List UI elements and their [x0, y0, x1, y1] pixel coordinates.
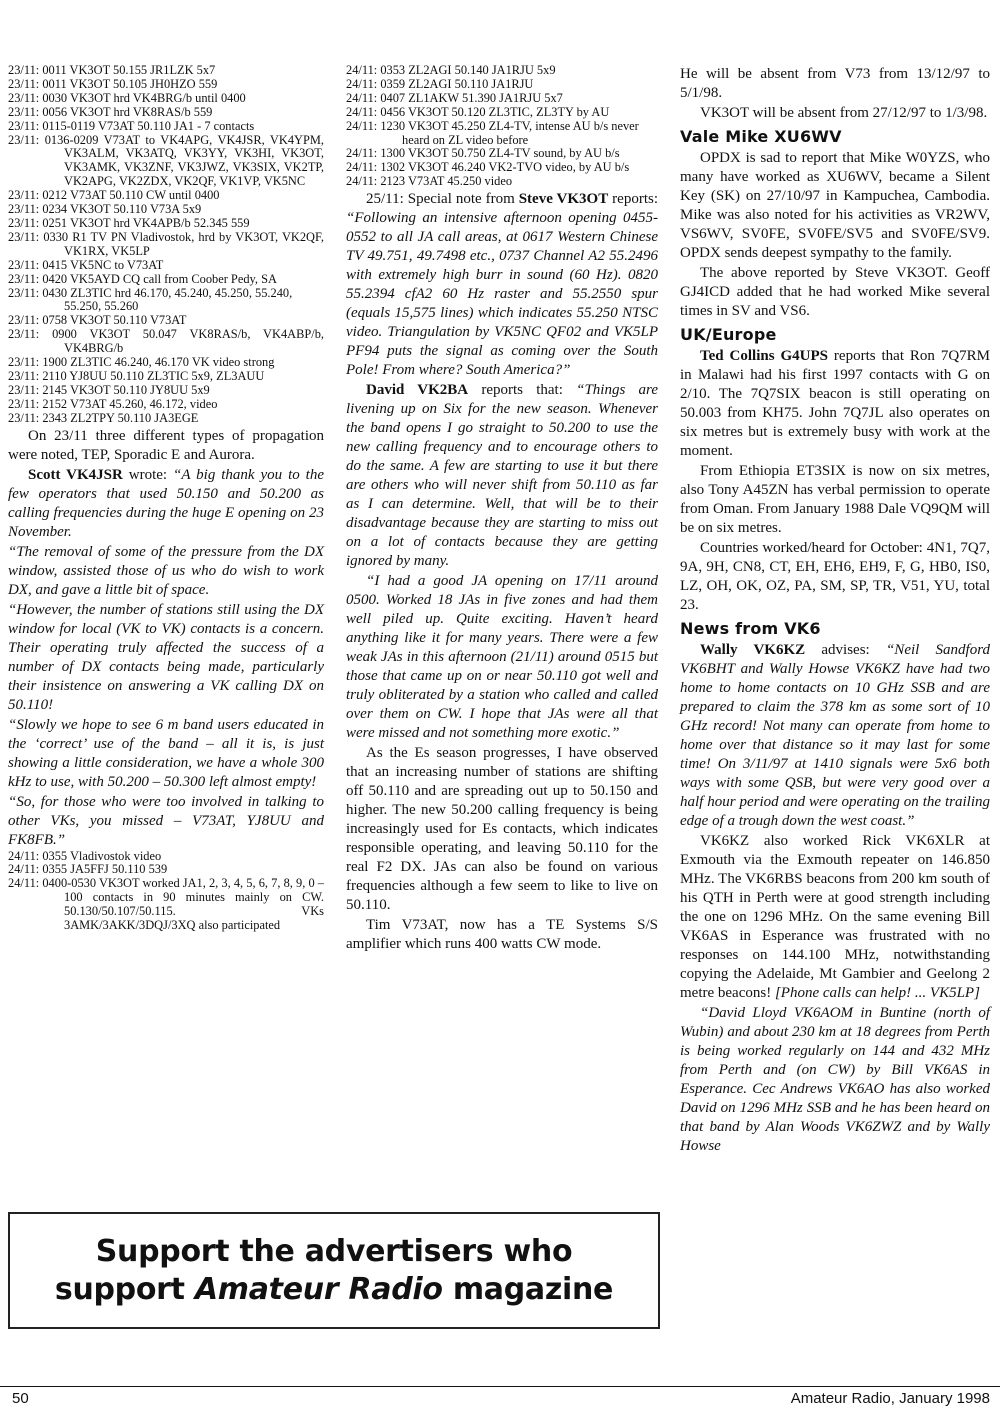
paragraph-david-vk2ba: David VK2BA reports that: “Things are livening up on Six for the new season. Whenever the band opens I go straight to 50.200 to use the new calling frequency and to encourage others to do the same. A few are starting to use it but there are others who will never shift from 50.110 as far as I can determine. Well, that will be to their disadvantage because they are starting to miss out on a lot of contacts because they are getting ignored by many. [346, 382, 658, 570]
magazine-name: Amateur Radio [194, 1271, 443, 1307]
log-entry: 23/11: 0011 VK3OT 50.105 JH0HZO 559 [8, 76, 218, 91]
log-entry: 24/11: 0355 JA5FFJ 50.110 539 [8, 862, 168, 877]
paragraph-quote: “So, for those who were too involved in talking to other VKs, you missed – V73AT, YJ8UU and FK8FB.” [8, 793, 324, 848]
log-entry: 24/11: 0355 Vladivostok video [8, 848, 162, 863]
log-entry: 23/11: 0212 V73AT 50.110 CW until 0400 [8, 188, 220, 203]
publication-info: Amateur Radio, January 1998 [790, 1390, 990, 1407]
paragraph-reported-by: The above reported by Steve VK3OT. Geoff GJ4ICD added that he had worked Mike several times in SV and VS6. [680, 265, 990, 319]
paragraph-steve-vk3ot: 25/11: Special note from Steve VK3OT reports: “Following an intensive afternoon opening 0455-0552 to all JA call areas, at 0617 Western Chinese TV 49.751, 49.7498 etc., 0737 Channel A2 55.2496 with extremely high burr in sound (60 Hz). 0820 55.2394 cfA2 60 Hz raster and 55.2550 spur (equals 15,575 lines) which indicates 55.250 NTSC video. Triangulation by VK5NC QF02 and VK5LP PF94 puts the signal as coming over the South Pole! From where? South America?” [346, 191, 659, 379]
log-entry: 23/11: 2152 V73AT 45.260, 46.172, video [8, 396, 218, 411]
column-1 [8, 64, 324, 933]
paragraph-vk6kz-exmouth: VK6KZ also worked Rick VK6XLR at Exmouth via the Exmouth repeater on 146.850 MHz. The VK6RBS beacons from 200 km south of his QTH in Perth were at good strength including the one on 1296 MHz. On the same evening Bill VK6AS in Esperance was frustrated with no responses on 144.100 MHz, notwithstanding copying the Adelaide, Mt Gambier and Geelong 2 metre beacons! [Phone calls can help! ... VK5LP] [680, 833, 990, 1001]
log-entry: 23/11: 0758 VK3OT 50.110 V73AT [8, 313, 187, 328]
log-entry: 23/11: 0030 VK3OT hrd VK4BRG/b until 0400 [8, 90, 246, 105]
paragraph-opdx: OPDX is sad to report that Mike W0YZS, who many have worked as XU6WV, became a Silent Key (SK) on 27/10/97 in Kampuchea, Cambodia. Mike was also noted for his activities as VR2WV, VS6WV, SV0FE, SV0FE/SV5 and SV0FE/SV9. OPDX sends deepest sympathy to the family. [680, 150, 990, 261]
paragraph-quote: “The removal of some of the pressure from the DX window, assisted those of us who do wish to work DX, and gave a little bit of space. [8, 543, 324, 598]
ad-line-2: support Amateur Radio magazine [54, 1271, 614, 1307]
log-entry: 23/11: 0430 ZL3TIC hrd 46.170, 45.240, 45.250, 55.240, 55.250, 55.260 [8, 285, 293, 314]
log-entry: 23/11: 0330 R1 TV PN Vladivostok, hrd by VK3OT, VK2QF, VK1RX, VK5LP [8, 229, 324, 258]
log-entry: 24/11: 2123 V73AT 45.250 video [346, 174, 513, 189]
log-entry: 24/11: 0353 ZL2AGI 50.140 JA1RJU 5x9 [346, 63, 556, 77]
log-entry: 23/11: 0415 VK5NC to V73AT [8, 257, 164, 272]
column-2 [346, 64, 658, 954]
paragraph-countries: Countries worked/heard for October: 4N1, 7Q7, 9A, 9H, CN8, CT, EH, EH6, EH9, F, G, HB0, IS0, LZ, OH, OK, OZ, PA, SM, SP, TR, V51, YU, total 23. [680, 540, 990, 613]
log-entry: 23/11: 1900 ZL3TIC 46.240, 46.170 VK video strong [8, 355, 275, 370]
paragraph-quote: “I had a good JA opening on 17/11 around 0500. Worked 18 JAs in five zones and had them well piled up. Quite exciting. Haven’t heard anything like it for many years. There were a few weak JAs in this afternoon (21/11) around 0515 but those that came up on or near 50.110 got well and truly obliterated by a station who called and called over them on CW. I hope that JAs were all that were missed and not something more exotic.” [346, 573, 658, 742]
log-entry: 23/11: 0234 VK3OT 50.110 V73A 5x9 [8, 202, 202, 217]
paragraph-propagation: On 23/11 three different types of propagation were noted, TEP, Sporadic E and Aurora. [8, 427, 324, 463]
paragraph-david-lloyd: “David Lloyd VK6AOM in Buntine (north of Wubin) and about 230 km at 18 degrees from Perth is being worked regularly on 144 and 432 MHz from Perth and (on CW) by Bill VK6AS in Esperance. Cec Andrews VK6AO has also worked David on 1296 MHz SSB and he has been heard on that band by Alan Woods VK6ZWZ and by Wally Howse [680, 1005, 990, 1154]
log-entry: 23/11: 2343 ZL2TPY 50.110 JA3EGE [8, 410, 199, 425]
log-entry: 24/11: 1302 VK3OT 46.240 VK2-TVO video, by AU b/s [346, 160, 630, 175]
paragraph-es-season: As the Es season progresses, I have observed that an increasing number of stations are shifting off 50.110 and are spreading out up to 50.150 and higher. The new 50.200 calling frequency is being increasingly used for Es contacts, which indicates responsible operating, and leaving 50.110 for the real F2 DX. JAs can also be found on various frequencies although a few seem to like to live on 50.110. [346, 745, 658, 914]
paragraph-absence: He will be absent from V73 from 13/12/97 to 5/1/98. [680, 66, 990, 101]
page-number: 50 [12, 1390, 29, 1407]
log-entry: 24/11: 0407 ZL1AKW 51.390 JA1RJU 5x7 [346, 90, 563, 105]
log-entry: 23/11: 0420 VK5AYD CQ call from Coober Pedy, SA [8, 271, 277, 286]
log-entry: 23/11: 0251 VK3OT hrd VK4APB/b 52.345 559 [8, 215, 250, 230]
paragraph-ethiopia: From Ethiopia ET3SIX is now on six metres, also Tony A45ZN has verbal permission to operate from Oman. From January 1988 Dale VQ9QM will be on six metres. [680, 463, 990, 536]
log-entry: 23/11: 0056 VK3OT hrd VK8RAS/b 559 [8, 104, 213, 119]
footer-rule [0, 1386, 1000, 1387]
paragraph-absence: VK3OT will be absent from 27/12/97 to 1/3/98. [700, 105, 988, 121]
log-list-24nov [8, 850, 324, 933]
log-entry: 24/11: 0456 VK3OT 50.120 ZL3TIC, ZL3TY by AU [346, 104, 610, 119]
log-list-24nov-cont [346, 64, 658, 189]
page-footer [0, 1390, 1000, 1412]
ad-line-1: Support the advertisers who [95, 1233, 573, 1269]
log-entry: 23/11: 2145 VK3OT 50.110 JY8UU 5x9 [8, 382, 210, 397]
paragraph-ted-collins: Ted Collins G4UPS reports that Ron 7Q7RM in Malawi had his first 1997 contacts with G on 2/10. The 7Q7SIX beacon is still operating on 50.003 from KH75. John 7Q7JL also operates on six metres but is extremely busy with work at the moment. [680, 348, 991, 459]
paragraph-wally-vk6kz: Wally VK6KZ advises: “Neil Sandford VK6BHT and Wally Howse VK6KZ have had two home to home contacts on 10 GHz SSB and are prepared to claim the 378 km as some sort of 10 GHz record! Not many can operate from home to home over that distance so it may last for some time! On 3/11/97 at 1410 signals were 5x6 both ways with some QSB, but were very good over a half hour period and were operating on the trailing edge of a trough down the west coast.” [680, 642, 990, 829]
paragraph-scott-vk4jsr: Scott VK4JSR wrote: “A big thank you to the few operators that used 50.150 and 50.200 as calling frequencies during the huge E opening on 23 November. [8, 466, 324, 540]
log-entry: 24/11: 0359 ZL2AGI 50.110 JA1RJU [346, 76, 534, 91]
paragraph-quote: “Slowly we hope to see 6 m band users educated in the ‘correct’ use of the band – all it is, is just showing a little consideration, we have a whole 300 kHz to use, with 50.200 – 50.300 left almost empty! [8, 716, 324, 790]
log-list-23nov [8, 64, 324, 426]
log-entry: 24/11: 1230 VK3OT 45.250 ZL4-TV, intense AU b/s never heard on ZL video before [346, 118, 639, 147]
log-entry: 23/11: 0136-0209 V73AT to VK4APG, VK4JSR, VK4YPM, VK3ALM, VK3ATQ, VK3YY, VK3HI, VK3OT, VK3AMK, VK3ZNF, VK3JWZ, VK3SIX, VK2TP, VK2APG, VK2ZDX, VK2QF, VK1VP, VK5NC [8, 132, 324, 189]
section-heading-vk6: News from VK6 [680, 619, 821, 638]
log-entry: 23/11: 0115-0119 V73AT 50.110 JA1 - 7 contacts [8, 118, 255, 133]
log-entry: 23/11: 0011 VK3OT 50.155 JR1LZK 5x7 [8, 63, 216, 77]
advertiser-support-box [8, 1212, 660, 1329]
paragraph-quote: “However, the number of stations still using the DX window for local (VK to VK) contacts is a concern. Their operating truly affected the success of a number of DX contacts being made, particularly their insistence on answering a VK calling DX on 50.110! [8, 601, 324, 713]
log-entry: 24/11: 1300 VK3OT 50.750 ZL4-TV sound, by AU b/s [346, 146, 620, 161]
log-entry: 23/11: 2110 YJ8UU 50.110 ZL3TIC 5x9, ZL3AUU [8, 368, 265, 383]
log-entry: 23/11: 0900 VK3OT 50.047 VK8RAS/b, VK4ABP/b, VK4BRG/b [8, 327, 324, 356]
section-heading-uk-europe: UK/Europe [680, 325, 777, 344]
paragraph-tim-v73at: Tim V73AT, now has a TE Systems S/S amplifier which runs 400 watts CW mode. [346, 917, 658, 953]
column-3 [680, 64, 990, 1156]
log-entry: 24/11: 0400-0530 VK3OT worked JA1, 2, 3, 4, 5, 6, 7, 8, 9, 0 – 100 contacts in 90 minutes mainly on CW. 50.130/50.107/50.115. VKs 3AMK/3AKK/3DQJ/3XQ also participated [8, 876, 324, 933]
section-heading-vale: Vale Mike XU6WV [680, 127, 842, 146]
